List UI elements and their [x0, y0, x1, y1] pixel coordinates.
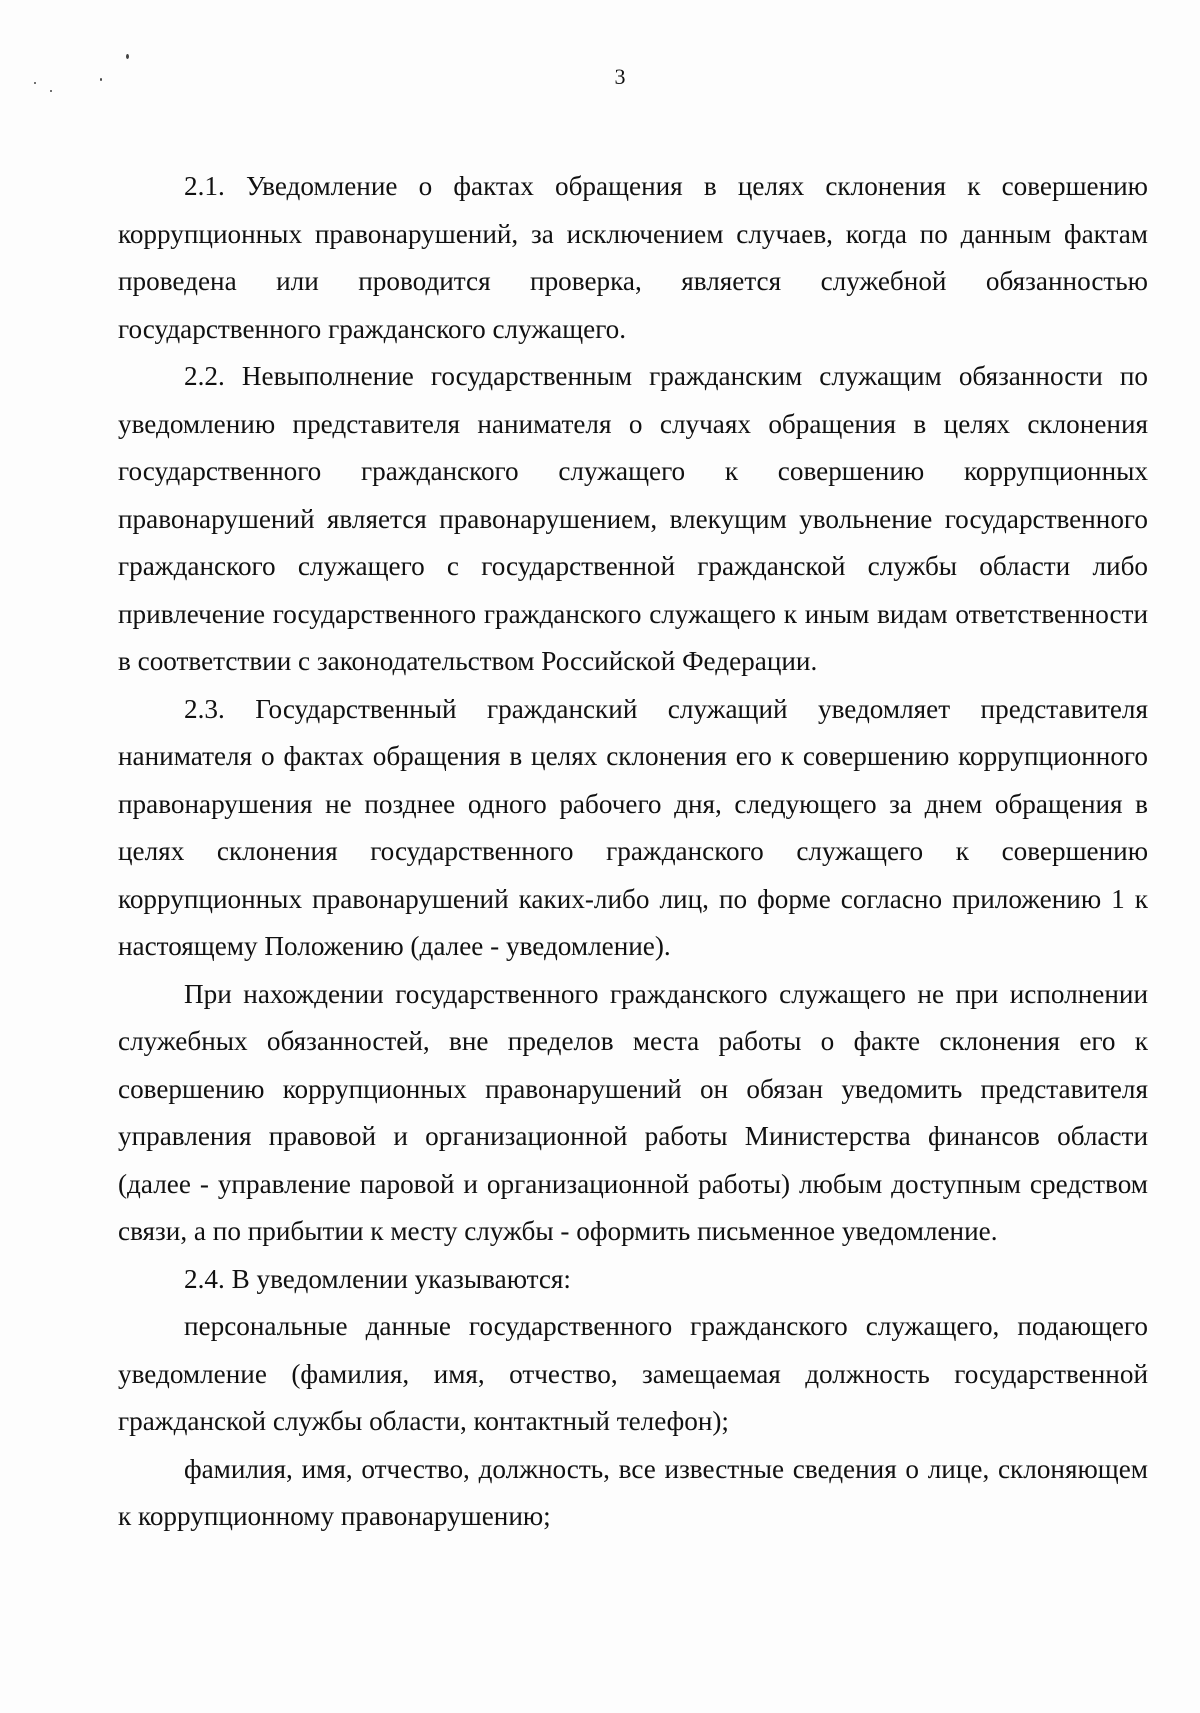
- paragraph-2-3: 2.3. Государственный гражданский служащий уведомляет представителя нанимателя о фактах обращения в целях склонения его к совершению коррупционного правонарушения не позднее одного рабочего дня, следующего за днем обращения в целях склонения государственного гражданского служащего к совершению коррупционных правонарушений каких-либо лиц, по форме согласно приложению 1 к настоящему Положению (далее - уведомление).: [118, 693, 1148, 961]
- paragraph-2-4-item-1: персональные данные государственного гражданского служащего, подающего уведомление (фамилия, имя, отчество, замещаемая должность государственной гражданской службы области, контактный телефон);: [118, 1311, 1148, 1436]
- paragraph-2-4-item-2: фамилия, имя, отчество, должность, все известные сведения о лице, склоняющем к коррупционному правонарушению;: [118, 1453, 1148, 1531]
- paragraph-2-3-continued: При нахождении государственного гражданского служащего не при исполнении служебных обязанностей, вне пределов места работы о факте склонения его к совершению коррупционных правонарушений он обязан уведомить представителя управления правовой и организационной работы Министерства финансов области (далее - управление паровой и организационной работы) любым доступным средством связи, а по прибытии к месту службы - оформить письменное уведомление.: [118, 978, 1148, 1246]
- paragraph-2-4: 2.4. В уведомлении указываются:: [184, 1263, 571, 1294]
- scan-speck: [50, 90, 52, 92]
- paragraph-2-1: 2.1. Уведомление о фактах обращения в целях склонения к совершению коррупционных правонарушений, за исключением случаев, когда по данным фактам проведена или проводится проверка, является служебной обязанностью государственного гражданского служащего.: [118, 171, 1148, 344]
- document-body: [118, 163, 1148, 1541]
- page-number: 3: [614, 64, 626, 89]
- paragraph-2-2: 2.2. Невыполнение государственным гражданским служащим обязанности по уведомлению представителя нанимателя о случаях обращения в целях склонения государственного гражданского служащего к совершению коррупционных правонарушений является правонарушением, влекущим увольнение государственного гражданского служащего с государственной гражданской службы области либо привлечение государственного гражданского служащего к иным видам ответственности в соответствии с законодательством Российской Федерации.: [118, 361, 1148, 676]
- scan-speck: [126, 54, 129, 59]
